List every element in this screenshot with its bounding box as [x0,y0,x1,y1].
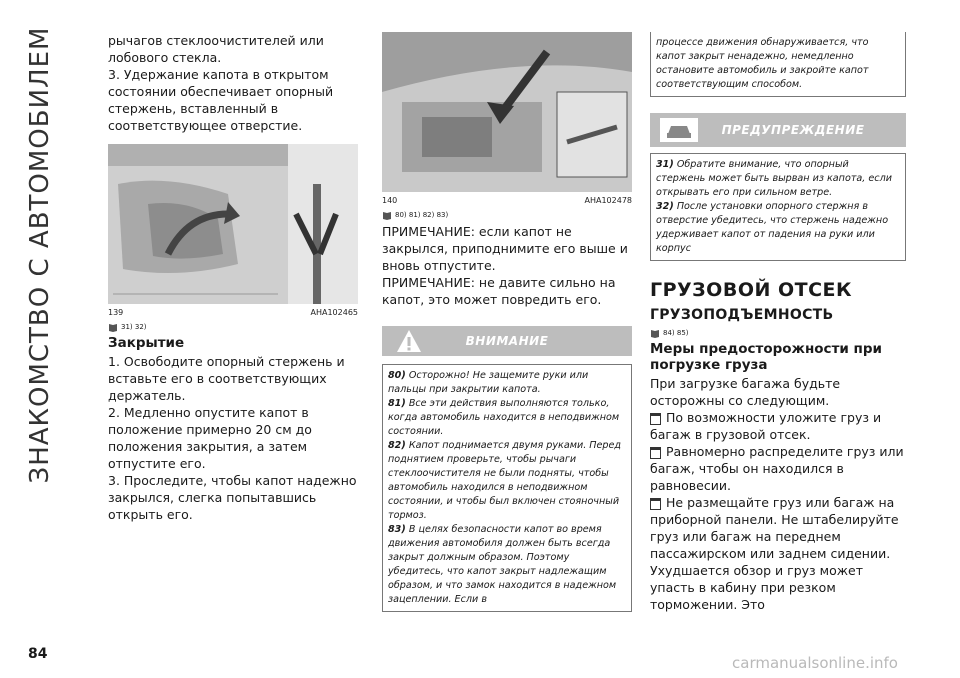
figure-140-caption [382,196,632,205]
caution-32-number: 32) [656,201,674,212]
column-2 [382,32,632,612]
warning-81-number: 81) [388,398,406,409]
caution-32 [656,200,900,256]
col1-intro-text [108,32,358,134]
column-1 [108,32,358,523]
engine-bay-illustration [108,144,358,304]
caution-title: ПРЕДУПРЕЖДЕНИЕ [721,123,865,137]
step-1: 1. Освободите опорный стержень и вставьте его в соответствующих держатель. [108,354,345,403]
warning-81 [388,397,626,439]
intro-paragraph: рычагов стеклоочистителей или лобового стекла. [108,33,324,65]
closing-heading: Закрытие [108,335,185,351]
warning-83-number: 83) [388,524,406,535]
bullet-3-text: Не размещайте груз или багаж на приборной панели. Не штабелируйте груз или багаж на переднем пассажирском или заднем сидении. [650,495,899,561]
step-3: 3. Проследите, чтобы капот надежно закрылся, слегка попытавшись открыть его. [108,473,357,522]
warning-80-number: 80) [388,370,406,381]
warning-80 [388,369,626,397]
chapter-side-title [8,20,72,490]
caution-31 [656,158,900,200]
caution-32-text: После установки опорного стержня в отверстие убедитесь, что стержень надежно удерживает капот от падения на руки или корпус [656,201,889,254]
caution-31-number: 31) [656,159,674,170]
warning-title: ВНИМАНИЕ [465,334,549,348]
warning-box [382,364,632,612]
warning-80-text: Осторожно! Не защемите руки или пальцы при закрытии капота. [388,370,589,395]
caution-box [650,153,906,261]
checkbox-bullet-icon [650,413,661,425]
figure-number: 139 [108,308,124,317]
bullet-3 [650,494,906,562]
watermark: carmanualsonline.info [732,654,898,672]
paragraph-1: При загрузке багажа будьте осторожны со следующим. [650,376,841,408]
bullet-2-text: Равномерно распределите груз или багаж, чтобы он находился в равновесии. [650,444,904,493]
warning-82-number: 82) [388,440,406,451]
page-number: 84 [28,646,48,662]
closing-steps [108,353,358,523]
paragraph-2: Ухудшается обзор и груз может упасть в кабину при резком торможении. Это [650,563,863,612]
warning-82 [388,439,626,523]
note-1: ПРИМЕЧАНИЕ: если капот не закрылся, приподнимите его выше и вновь отпустите. [382,224,628,273]
book-icon [382,210,392,220]
figure-140-image [382,32,632,192]
chapter-title-text: ЗНАКОМСТВО С АВТОМОБИЛЕМ [25,26,55,484]
warning-83-continuation: процессе движения обнаруживается, что капот закрыт ненадежно, немедленно остановите автомобиль и закройте капот соответствующим способом. [656,37,869,90]
step-2: 2. Медленно опустите капот в положение примерно 20 см до положения закрытия, а затем отпустите его. [108,405,312,471]
figure-139-image [108,144,358,304]
bullet-2 [650,443,906,494]
caution-31-text: Обратите внимание, что опорный стержень может быть вырван из капота, если открывать его при сильном ветре. [656,159,892,198]
warning-continuation [650,32,906,97]
checkbox-bullet-icon [650,498,661,510]
figure-code: AHA102478 [584,196,632,205]
note-2: ПРИМЕЧАНИЕ: не давите сильно на капот, это может повредить его. [382,275,616,307]
caution-header [650,113,906,147]
figure-number: 140 [382,196,398,205]
hood-closing-illustration [382,32,632,192]
reference-marks [108,322,358,332]
warning-83-text: В целях безопасности капот во время движения автомобиля должен быть всегда закрыт должным образом. Поэтому убедитесь, что капот закрыт надлежащим образом, и что замок находится в надежном зацеплении. Если в [388,524,617,605]
figure-code: AHA102465 [310,308,358,317]
reference-numbers: 31) 32) [121,323,147,331]
reference-marks [382,210,632,220]
warning-header [382,326,632,356]
reference-marks [650,328,906,338]
load-precautions-heading: Меры предосторожности при погрузке груза [650,341,882,373]
figure-139-caption [108,308,358,317]
column-3 [650,32,906,613]
load-precautions-text [650,375,906,613]
warning-82-text: Капот поднимается двумя руками. Перед поднятием проверьте, чтобы рычаги стеклоочистителя не были подняты, чтобы автомобиль находился в неподвижном состоянии, и чтобы был включен стояночный тормоз. [388,440,622,521]
bullet-1-text: По возможности уложите груз и багаж в грузовой отсек. [650,410,882,442]
reference-numbers: 80) 81) 82) 83) [395,211,449,219]
warning-81-text: Все эти действия выполняются только, когда автомобиль находится в неподвижном состоянии. [388,398,620,437]
warning-83 [388,523,626,607]
subsection-title: ГРУЗОПОДЪЕМНОСТЬ [650,307,834,323]
book-icon [108,322,118,332]
book-icon [650,328,660,338]
reference-numbers: 84) 85) [663,329,689,337]
checkbox-bullet-icon [650,447,661,459]
bullet-1 [650,409,906,443]
notes [382,223,632,308]
section-title: ГРУЗОВОЙ ОТСЕК [650,279,853,301]
item-3-paragraph: 3. Удержание капота в открытом состоянии обеспечивает опорный стержень, вставленный в соответствующее отверстие. [108,67,334,133]
